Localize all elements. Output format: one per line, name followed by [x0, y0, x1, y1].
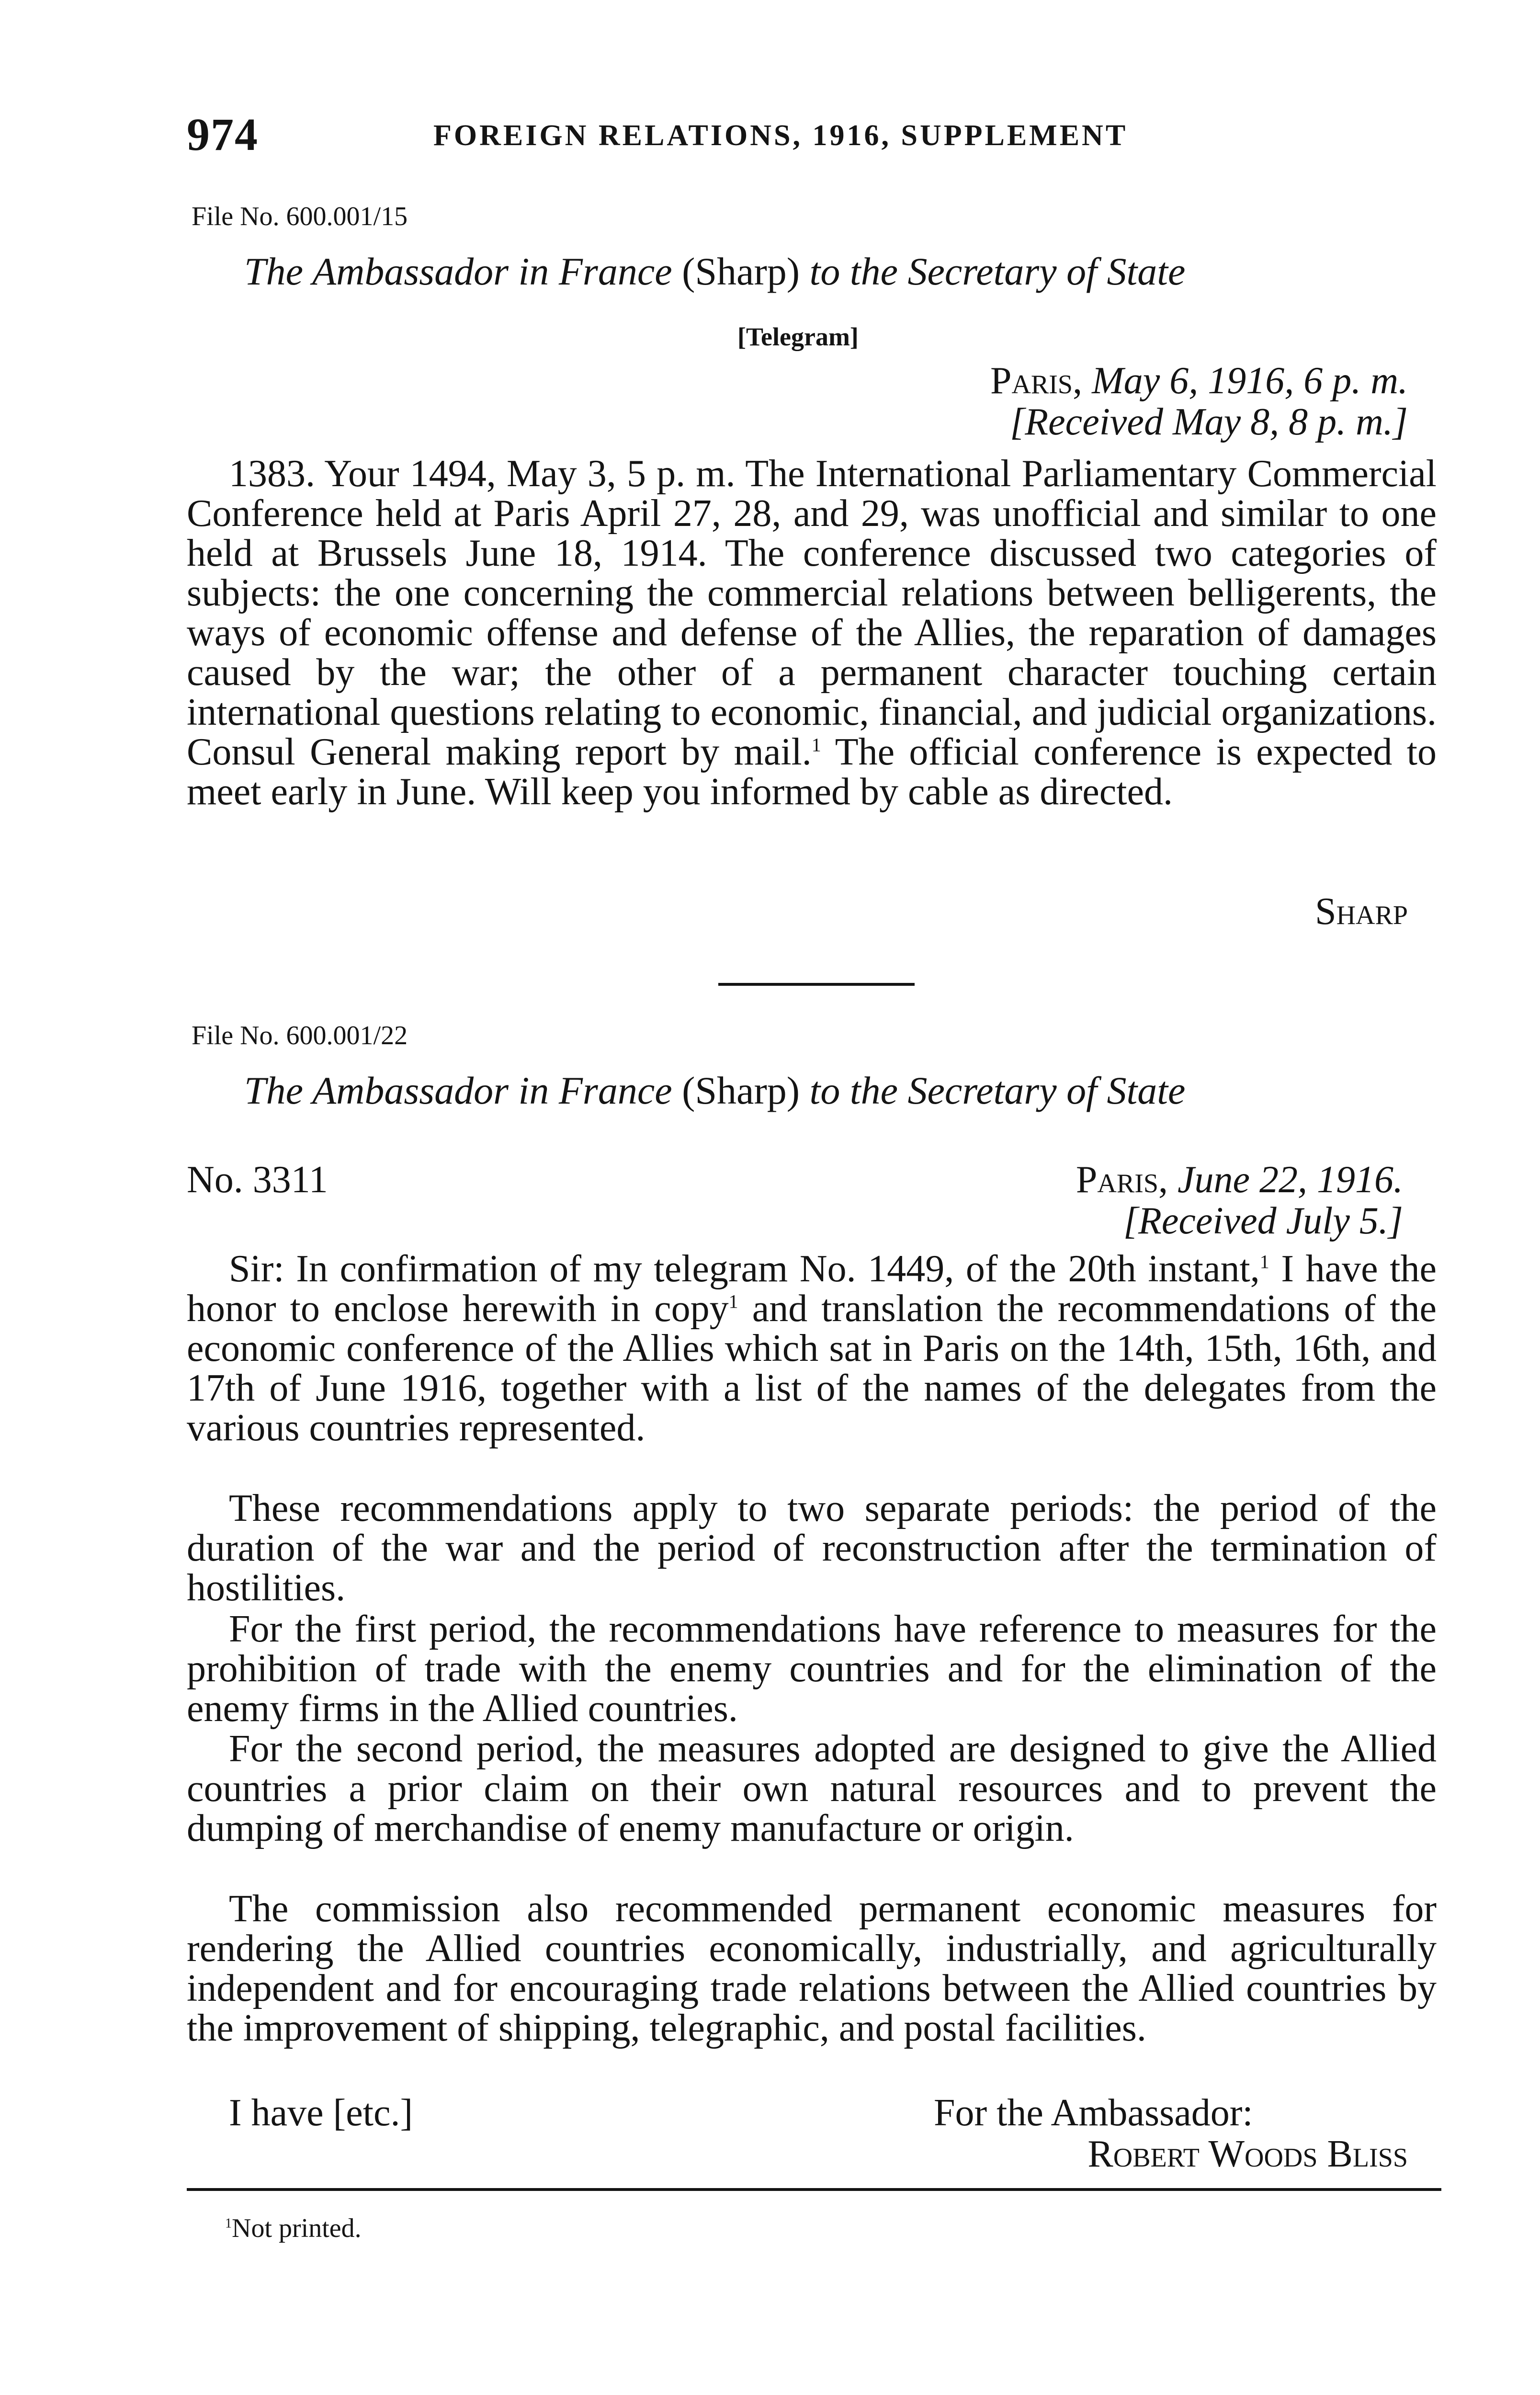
running-title: FOREIGN RELATIONS, 1916, SUPPLEMENT [433, 119, 1128, 152]
footnote-ref-1: 1 [811, 734, 821, 756]
letter-p1-b: I have the honor to enclose herewith in copy [187, 1248, 1437, 1330]
footnote-text: Not printed. [232, 2213, 362, 2243]
file-number-1: File No. 600.001/15 [192, 202, 408, 231]
footnote-ref-2: 1 [1259, 1251, 1269, 1273]
letter-paragraph-1 [187, 1249, 1437, 1448]
letter-p1-c: and translation the recommendations of the economic conference of the Allies which sat in Paris on the 14th, 15th, 16th, and 17th of June 1916, together with a list of the names of the delegates from the various countries represented. [187, 1288, 1437, 1449]
footnote-mark: 1 [225, 2216, 232, 2231]
letter-paragraph-5: The commission also recommended permanent economic measures for rendering the Allied countries economically, industrially, and agriculturally independent and for encouraging trade relations between the Allied countries by the improvement of shipping, telegraphic, and postal facilities. [187, 1888, 1437, 2049]
signature-sharp: Sharp [1315, 890, 1408, 933]
dateline-1-date: May 6, 1916, 6 p. m. [1082, 360, 1408, 402]
page-number: 974 [187, 109, 259, 160]
section-divider [718, 983, 915, 986]
footnote-ref-3: 1 [728, 1290, 738, 1312]
closing-line: I have [etc.] [229, 2092, 413, 2134]
telegram-body [187, 454, 1437, 812]
letter-p1-a: Sir: In confirmation of my telegram No. 1449, of the 20th instant, [229, 1248, 1260, 1290]
heading-2-part1: The Ambassador in France [244, 1069, 682, 1112]
dateline-2-place: Paris, [1076, 1159, 1168, 1201]
letter-paragraph-3: For the first period, the recommendations have reference to measures for the prohibition of trade with the enemy countries and for the elimination of the enemy firms in the Allied countries. [187, 1608, 1437, 1730]
document-heading-1 [244, 249, 1417, 294]
received-line-1: [Received May 8, 8 p. m.] [1010, 401, 1408, 443]
heading-1-paren: (Sharp) [682, 250, 800, 293]
dateline-1-place: Paris, [990, 360, 1083, 402]
file-number-2: File No. 600.001/22 [192, 1021, 408, 1050]
dispatch-number: No. 3311 [187, 1159, 328, 1201]
heading-2-paren: (Sharp) [682, 1069, 800, 1112]
heading-2-part2: to the Secretary of State [800, 1069, 1186, 1112]
signature-bliss: Robert Woods Bliss [1087, 2133, 1408, 2175]
letter-paragraph-4: For the second period, the measures adopted are designed to give the Allied countries a prior claim on their own natural resources and to prevent the dumping of merchandise of enemy manufacture or origin. [187, 1728, 1437, 1849]
telegram-body-text-after: The official conference is expected to meet early in June. Will keep you informed by cable as directed. [187, 731, 1437, 813]
received-line-2: [Received July 5.] [1123, 1200, 1403, 1242]
for-ambassador: For the Ambassador: [934, 2092, 1253, 2134]
document-heading-2 [244, 1068, 1417, 1113]
dateline-2-date: June 22, 1916. [1167, 1159, 1403, 1201]
telegram-body-text: 1383. Your 1494, May 3, 5 p. m. The International Parliamentary Commercial Conference held at Paris April 27, 28, and 29, was unofficial and similar to one held at Brussels June 18, 1914. The conference discussed two categories of subjects: the one concerning the commercial relations between belligerents, the ways of economic offense and defense of the Allies, the reparation of damages caused by the war; the other of a permanent character touching certain international questions relating to economic, financial, and judicial organizations. Consul General making report by mail. [187, 453, 1437, 773]
dateline-1 [575, 359, 1408, 403]
footnote-rule [187, 2188, 1441, 2191]
footnote [225, 2213, 362, 2244]
heading-1-part1: The Ambassador in France [244, 250, 682, 293]
telegram-label: [Telegram] [737, 322, 859, 351]
dateline-2 [670, 1158, 1403, 1202]
letter-paragraph-2: These recommendations apply to two separate periods: the period of the duration of the war and the period of reconstruction after the termination of hostilities. [187, 1487, 1437, 1609]
heading-1-part2: to the Secretary of State [800, 250, 1186, 293]
